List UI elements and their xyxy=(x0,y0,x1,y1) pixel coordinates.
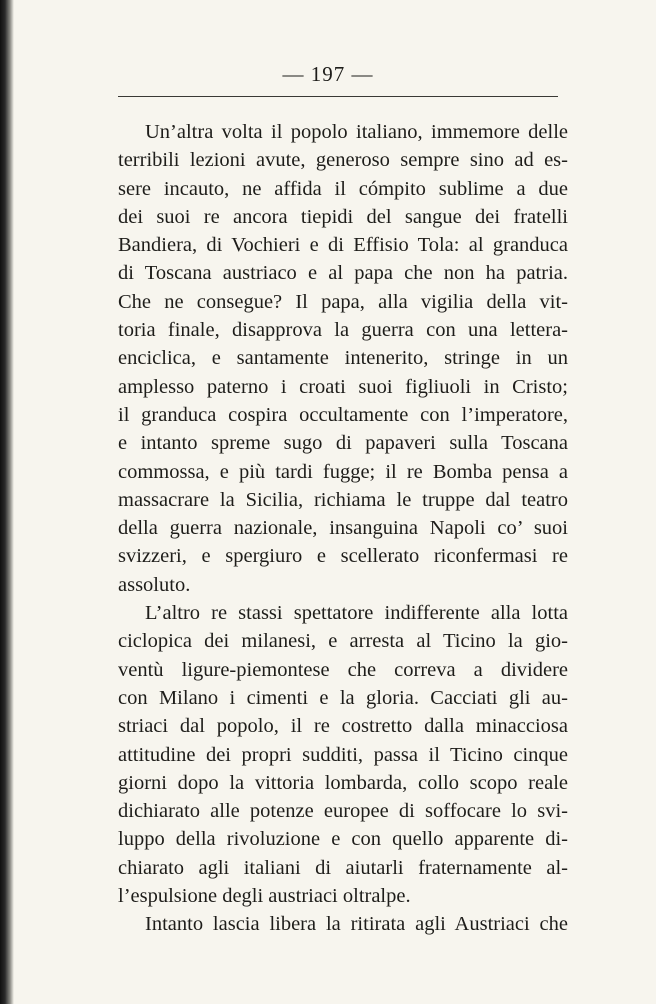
text-line: l’espulsione degli austriaci oltralpe. xyxy=(118,885,411,908)
text-line: toria finale, disapprova la guerra con una lettera- xyxy=(118,319,568,342)
paragraph-2 xyxy=(118,599,568,910)
book-binding-edge xyxy=(0,0,14,1004)
text-line: della guerra nazionale, insanguina Napoli co’ suoi xyxy=(118,517,568,540)
paragraph-3 xyxy=(118,910,568,938)
text-line: e intanto spreme sugo di papaveri sulla Toscana xyxy=(118,432,568,455)
text-line: terribili lezioni avute, generoso sempre sino ad es- xyxy=(118,149,568,172)
text-line: assoluto. xyxy=(118,573,191,596)
text-line: Che ne consegue? Il papa, alla vigilia della vit- xyxy=(118,290,568,313)
text-line: attitudine dei propri sudditi, passa il Ticino cinque xyxy=(118,743,568,766)
paragraph-1 xyxy=(118,118,568,599)
page-number: — 197 — xyxy=(282,62,374,86)
text-line: massacrare la Sicilia, richiama le truppe dal teatro xyxy=(118,488,568,511)
text-line: dichiarato alle potenze europee di soffocare lo svi- xyxy=(118,800,568,823)
text-line: luppo della rivoluzione e con quello apparente di- xyxy=(118,828,568,851)
header-rule xyxy=(118,96,558,97)
text-line: ventù ligure-piemontese che correva a dividere xyxy=(118,658,568,681)
text-line: con Milano i cimenti e la gloria. Cacciati gli au- xyxy=(118,686,568,709)
text-line: Intanto lascia libera la ritirata agli Austriaci che xyxy=(145,913,568,936)
text-line: Bandiera, di Vochieri e di Effisio Tola: al granduca xyxy=(118,234,568,257)
text-line: ciclopica dei milanesi, e arresta al Ticino la gio- xyxy=(118,630,568,653)
text-line: chiarato agli italiani di aiutarli fraternamente al- xyxy=(118,856,568,879)
text-line: striaci dal popolo, il re costretto dalla minacciosa xyxy=(118,715,568,738)
body-text xyxy=(118,118,568,939)
text-line: giorni dopo la vittoria lombarda, collo scopo reale xyxy=(118,771,568,794)
text-line: Un’altra volta il popolo italiano, immemore delle xyxy=(145,121,568,143)
text-line: enciclica, e santamente intenerito, stringe in un xyxy=(118,347,568,370)
text-line: commossa, e più tardi fugge; il re Bomba pensa a xyxy=(118,460,568,483)
text-line: svizzeri, e spergiuro e scellerato riconfermasi re xyxy=(118,545,568,568)
text-line: amplesso paterno i croati suoi figliuoli in Cristo; xyxy=(118,375,568,398)
text-line: il granduca cospira occultamente con l’imperatore, xyxy=(118,403,568,426)
text-line: di Toscana austriaco e al papa che non ha patria. xyxy=(118,262,568,285)
text-line: dei suoi re ancora tiepidi del sangue dei fratelli xyxy=(118,205,568,228)
text-line: L’altro re stassi spettatore indifferente alla lotta xyxy=(145,602,568,625)
text-line: sere incauto, ne affida il cómpito sublime a due xyxy=(118,177,568,200)
